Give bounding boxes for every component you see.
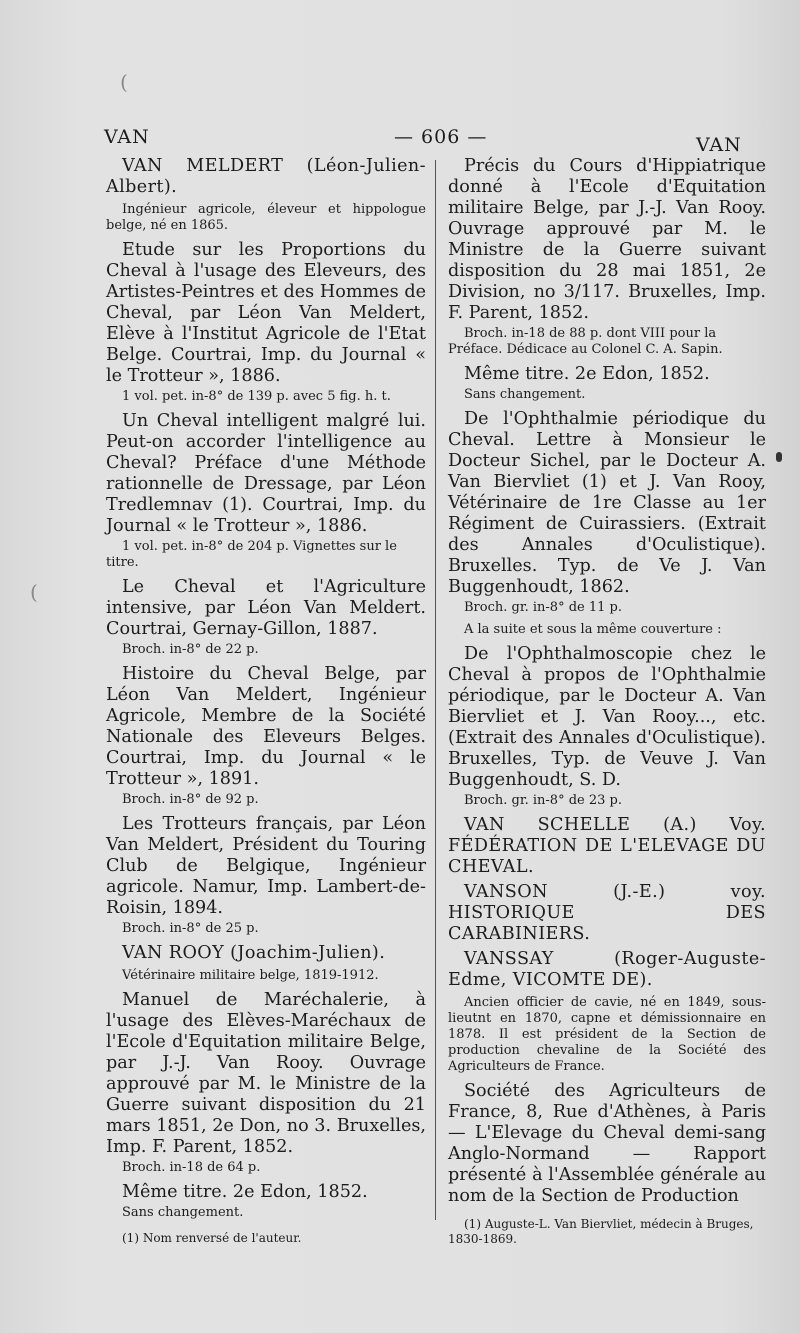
entry-para: Même titre. 2e Edon, 1852. xyxy=(122,1182,368,1202)
right-column xyxy=(448,156,766,1247)
entry-sub: Sans changement. xyxy=(464,387,586,402)
entry-note: Ancien officier de cavie, né en 1849, sous-lieutnt en 1870, capne et démissionnaire en 1878. Il est président de la Section de production chevaline de la Société des Agriculteurs de France. xyxy=(448,995,766,1074)
ink-dot xyxy=(776,452,782,462)
entry-para: Histoire du Cheval Belge, par Léon Van Meldert, Ingénieur Agricole, Membre de la Société Nationale des Eleveurs Belges. Courtrai, Imp. du Journal « le Trotteur », 1891. xyxy=(106,664,426,789)
entry-sub: Broch. in-8° de 25 p. xyxy=(122,921,259,936)
entry-para: Etude sur les Proportions du Cheval à l'usage des Eleveurs, des Artistes-Peintres et des Hommes de Cheval, par Léon Van Meldert, Elève à l'Institut Agricole de l'Etat Belge. Courtrai, Imp. du Journal « le Trotteur », 1886. xyxy=(106,240,426,386)
entry-sub: A la suite et sous la même couverture : xyxy=(464,622,722,637)
entry-para: Les Trotteurs français, par Léon Van Meldert, Président du Touring Club de Belgique, Ingénieur agricole. Namur, Imp. Lambert-de-Roisin, 1894. xyxy=(106,814,426,918)
entry-head: VANSSAY (Roger-Auguste-Edme, VICOMTE DE). xyxy=(448,949,766,990)
entry-sub: Broch. in-8° de 92 p. xyxy=(122,792,259,807)
entry-sub: Broch. gr. in-8° de 11 p. xyxy=(464,600,622,615)
entry-para: Société des Agriculteurs de France, 8, Rue d'Athènes, à Paris — L'Elevage du Cheval demi-sang Anglo-Normand — Rapport présenté à l'Assemblée générale au nom de la Section de Production xyxy=(448,1081,766,1206)
entry-para: Même titre. 2e Edon, 1852. xyxy=(464,364,710,384)
entry-para: Précis du Cours d'Hippiatrique donné à l'Ecole d'Equitation militaire Belge, par J.-J. Van Rooy. Ouvrage approuvé par M. le Ministre de la Guerre suivant disposition du 28 mai 1851, 2e Division, no 3/117. Bruxelles, Imp. F. Parent, 1852. xyxy=(448,156,766,323)
scan-speck-mark: ( xyxy=(30,580,38,604)
entry-sub: Broch. gr. in-8° de 23 p. xyxy=(464,793,622,808)
entry-para: Un Cheval intelligent malgré lui. Peut-on accorder l'intelligence au Cheval? Préface d'une Méthode rationnelle de Dressage, par Léon Tredlemnav (1). Courtrai, Imp. du Journal « le Trotteur », 1886. xyxy=(106,411,426,536)
entry-sub: Broch. in-8° de 22 p. xyxy=(122,642,259,657)
entry-note: Ingénieur agricole, éleveur et hippologue belge, né en 1865. xyxy=(106,202,426,233)
entry-sub: 1 vol. pet. in-8° de 204 p. Vignettes sur le titre. xyxy=(106,539,397,570)
entry-head: VAN MELDERT (Léon-Julien-Albert). xyxy=(106,156,426,197)
entry-head: VAN ROOY (Joachim-Julien). xyxy=(122,943,386,963)
entry-footnote: (1) Auguste-L. Van Biervliet, médecin à Bruges, 1830-1869. xyxy=(448,1217,754,1246)
running-head-right: VAN xyxy=(696,134,742,156)
entry-sub: Sans changement. xyxy=(122,1205,244,1220)
entry-sub: Broch. in-18 de 88 p. dont VIII pour la Préface. Dédicace au Colonel C. A. Sapin. xyxy=(448,326,723,357)
column-divider xyxy=(435,160,436,1220)
page-number: — 606 — xyxy=(394,126,488,148)
entry-para: Manuel de Maréchalerie, à l'usage des Elèves-Maréchaux de l'Ecole d'Equitation militaire Belge, par J.-J. Van Rooy. Ouvrage approuvé par M. le Ministre de la Guerre suivant disposition du 21 mars 1851, 2e Don, no 3. Bruxelles, Imp. F. Parent, 1852. xyxy=(106,990,426,1157)
running-head-left: VAN xyxy=(104,126,150,148)
entry-head: VAN SCHELLE (A.) Voy. FÉDÉRATION DE L'ELEVAGE DU CHEVAL. xyxy=(448,815,766,877)
left-column xyxy=(106,156,426,1246)
page-header xyxy=(104,126,744,156)
entry-note: Vétérinaire militaire belge, 1819-1912. xyxy=(122,968,379,983)
entry-sub: Broch. in-18 de 64 p. xyxy=(122,1160,261,1175)
entry-sub: 1 vol. pet. in-8° de 139 p. avec 5 fig. h. t. xyxy=(122,389,391,404)
entry-para: De l'Ophthalmie périodique du Cheval. Lettre à Monsieur le Docteur Sichel, par le Docteur A. Van Biervliet (1) et J. Van Rooy, Vétérinaire de 1re Classe au 1er Régiment de Cuirassiers. (Extrait des Annales d'Oculistique). Bruxelles. Typ. de Ve J. Van Buggenhoudt, 1862. xyxy=(448,409,766,597)
entry-head: VANSON (J.-E.) voy. HISTORIQUE DES CARABINIERS. xyxy=(448,882,766,944)
entry-footnote: (1) Nom renversé de l'auteur. xyxy=(122,1231,302,1245)
scan-speck-mark: ( xyxy=(120,70,128,94)
entry-para: De l'Ophthalmoscopie chez le Cheval à propos de l'Ophthalmie périodique, par le Docteur A. Van Biervliet et J. Van Rooy..., etc. (Extrait des Annales d'Oculistique). Bruxelles, Typ. de Veuve J. Van Buggenhoudt, S. D. xyxy=(448,644,766,790)
entry-para: Le Cheval et l'Agriculture intensive, par Léon Van Meldert. Courtrai, Gernay-Gillon, 1887. xyxy=(106,577,426,639)
